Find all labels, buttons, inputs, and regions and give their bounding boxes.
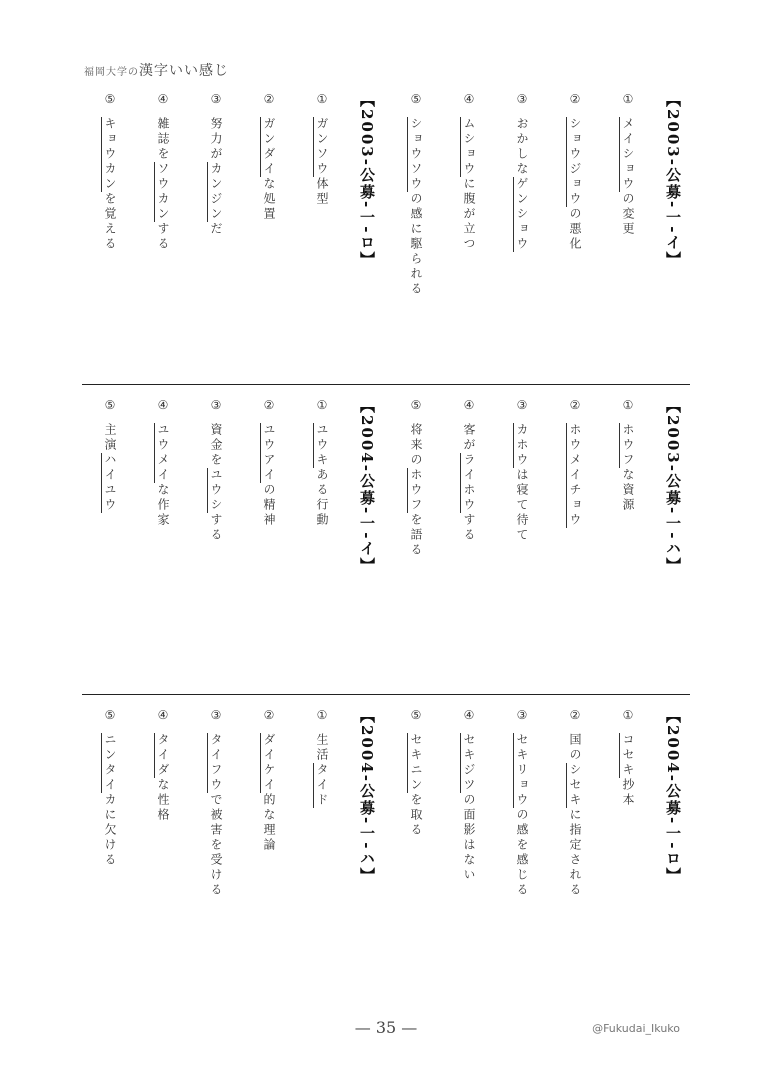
item-target: ハイユウ xyxy=(103,453,117,513)
exercise-item xyxy=(100,398,120,513)
section-divider xyxy=(82,384,690,385)
exercise-item xyxy=(406,398,426,558)
item-number: ① xyxy=(315,398,329,415)
item-target: ガンダイ xyxy=(262,117,276,177)
item-number: ③ xyxy=(209,708,223,725)
exercise-section xyxy=(82,708,690,988)
item-suffix: する xyxy=(209,513,223,543)
item-number: ② xyxy=(568,92,582,109)
item-suffix: 抄本 xyxy=(621,778,635,808)
item-suffix: の変更 xyxy=(621,192,635,237)
item-prefix: 客が xyxy=(462,423,476,453)
item-target: ダイケイ xyxy=(262,733,276,793)
item-suffix: だ xyxy=(209,222,223,237)
item-number: ⑤ xyxy=(409,398,423,415)
item-number: ④ xyxy=(156,92,170,109)
item-number: ② xyxy=(568,398,582,415)
item-target: シセキ xyxy=(568,763,582,808)
item-number: ② xyxy=(262,92,276,109)
item-number: ② xyxy=(262,398,276,415)
item-target: キョウカン xyxy=(103,117,117,192)
item-number: ④ xyxy=(156,708,170,725)
exercise-item xyxy=(206,708,226,898)
item-number: ① xyxy=(621,92,635,109)
item-target: ユウメイ xyxy=(156,423,170,483)
item-target: タイド xyxy=(315,763,329,808)
item-target: ホウフ xyxy=(621,423,635,468)
item-suffix: の感に駆られる xyxy=(409,192,423,297)
exercise-item xyxy=(459,398,479,543)
exercise-item xyxy=(153,708,173,823)
exercise-heading: 【2003-公募-一-イ】 xyxy=(664,92,682,269)
exercise-item xyxy=(153,398,173,528)
exercise-section xyxy=(82,398,690,678)
item-number: ⑤ xyxy=(103,92,117,109)
item-target: ユウシ xyxy=(209,468,223,513)
item-target: ムショウ xyxy=(462,117,476,177)
item-suffix: ある行動 xyxy=(315,468,329,528)
exercise-heading: 【2004-公募-一-イ】 xyxy=(358,398,376,575)
item-number: ④ xyxy=(462,398,476,415)
item-target: ソウカン xyxy=(156,162,170,222)
item-target: ゲンショウ xyxy=(515,177,529,252)
exercise-item xyxy=(153,92,173,252)
item-suffix: 的な理論 xyxy=(262,793,276,853)
item-target: セキリョウ xyxy=(515,733,529,808)
item-number: ② xyxy=(262,708,276,725)
exercise-item xyxy=(565,398,585,528)
item-suffix: な性格 xyxy=(156,778,170,823)
item-suffix: に指定される xyxy=(568,808,582,898)
item-number: ⑤ xyxy=(103,398,117,415)
item-target: ユウアイ xyxy=(262,423,276,483)
exercise-heading: 【2004-公募-一-ロ】 xyxy=(664,708,682,885)
page-number: — 35 — xyxy=(354,1018,418,1037)
item-target: セキジツ xyxy=(462,733,476,793)
item-suffix: は寝て待て xyxy=(515,468,529,543)
item-suffix: の悪化 xyxy=(568,207,582,252)
exercise-item xyxy=(459,708,479,883)
item-suffix: な資源 xyxy=(621,468,635,513)
item-number: ④ xyxy=(156,398,170,415)
item-target: ニンタイ xyxy=(103,733,117,793)
author-handle: @Fukudai_Ikuko xyxy=(592,1022,680,1035)
item-prefix: 資金を xyxy=(209,423,223,468)
item-prefix: 将来の xyxy=(409,423,423,468)
item-target: ガンソウ xyxy=(315,117,329,177)
item-target: ショウジョウ xyxy=(568,117,582,207)
item-suffix: カに欠ける xyxy=(103,793,117,868)
item-prefix: 生活 xyxy=(315,733,329,763)
item-target: ショウソウ xyxy=(409,117,423,192)
exercise-item xyxy=(259,708,279,853)
exercise-item xyxy=(618,708,638,808)
item-number: ① xyxy=(315,92,329,109)
item-number: ③ xyxy=(515,398,529,415)
exercise-item xyxy=(618,398,638,513)
exercise-item xyxy=(406,92,426,297)
exercise-item xyxy=(565,708,585,898)
item-prefix: 国の xyxy=(568,733,582,763)
item-suffix: な作家 xyxy=(156,483,170,528)
item-target: ホウメイチョウ xyxy=(568,423,582,528)
item-number: ⑤ xyxy=(409,92,423,109)
item-target: タイフウ xyxy=(209,733,223,793)
item-number: ④ xyxy=(462,708,476,725)
exercise-section xyxy=(82,92,690,372)
item-target: コセキ xyxy=(621,733,635,778)
item-target: セキニン xyxy=(409,733,423,793)
item-suffix: を取る xyxy=(409,793,423,838)
item-target: カホウ xyxy=(515,423,529,468)
exercise-heading: 【2003-公募-一-ハ】 xyxy=(664,398,682,575)
item-prefix: おかしな xyxy=(515,117,529,177)
exercise-item xyxy=(459,92,479,252)
exercise-item xyxy=(206,398,226,543)
exercise-heading: 【2003-公募-一-ロ】 xyxy=(358,92,376,269)
exercise-item xyxy=(618,92,638,237)
item-prefix: 雑誌を xyxy=(156,117,170,162)
exercise-item xyxy=(312,708,332,808)
item-target: カンジン xyxy=(209,162,223,222)
item-number: ⑤ xyxy=(103,708,117,725)
item-prefix: 努力が xyxy=(209,117,223,162)
item-number: ④ xyxy=(462,92,476,109)
item-number: ⑤ xyxy=(409,708,423,725)
item-suffix: の感を感じる xyxy=(515,808,529,898)
item-suffix: 体型 xyxy=(315,177,329,207)
header-title: 漢字いい感じ xyxy=(139,63,229,79)
item-suffix: する xyxy=(156,222,170,252)
exercise-item xyxy=(312,92,332,207)
section-divider xyxy=(82,694,690,695)
header-prefix: 福岡大学の xyxy=(84,67,139,78)
item-target: ライホウ xyxy=(462,453,476,513)
item-suffix: を覚える xyxy=(103,192,117,252)
item-number: ③ xyxy=(209,398,223,415)
item-suffix: な処置 xyxy=(262,177,276,222)
item-number: ① xyxy=(315,708,329,725)
exercise-item xyxy=(259,398,279,528)
item-target: タイダ xyxy=(156,733,170,778)
exercise-item xyxy=(565,92,585,252)
exercise-item xyxy=(100,708,120,868)
exercise-item xyxy=(100,92,120,252)
exercise-item xyxy=(406,708,426,838)
page-header xyxy=(84,60,229,80)
item-number: ② xyxy=(568,708,582,725)
item-suffix: の面影はない xyxy=(462,793,476,883)
item-target: メイショウ xyxy=(621,117,635,192)
exercise-item xyxy=(259,92,279,222)
exercise-heading: 【2004-公募-一-ハ】 xyxy=(358,708,376,885)
item-target: ユウキ xyxy=(315,423,329,468)
item-number: ③ xyxy=(515,708,529,725)
item-suffix: に腹が立つ xyxy=(462,177,476,252)
item-target: ホウフ xyxy=(409,468,423,513)
exercise-item xyxy=(512,708,532,898)
exercise-item xyxy=(512,398,532,543)
exercise-item xyxy=(206,92,226,237)
item-suffix: の精神 xyxy=(262,483,276,528)
item-suffix: で被害を受ける xyxy=(209,793,223,898)
item-number: ① xyxy=(621,708,635,725)
item-number: ① xyxy=(621,398,635,415)
exercise-item xyxy=(512,92,532,252)
exercise-item xyxy=(312,398,332,528)
item-suffix: を語る xyxy=(409,513,423,558)
item-suffix: する xyxy=(462,513,476,543)
item-prefix: 主演 xyxy=(103,423,117,453)
item-number: ③ xyxy=(515,92,529,109)
item-number: ③ xyxy=(209,92,223,109)
